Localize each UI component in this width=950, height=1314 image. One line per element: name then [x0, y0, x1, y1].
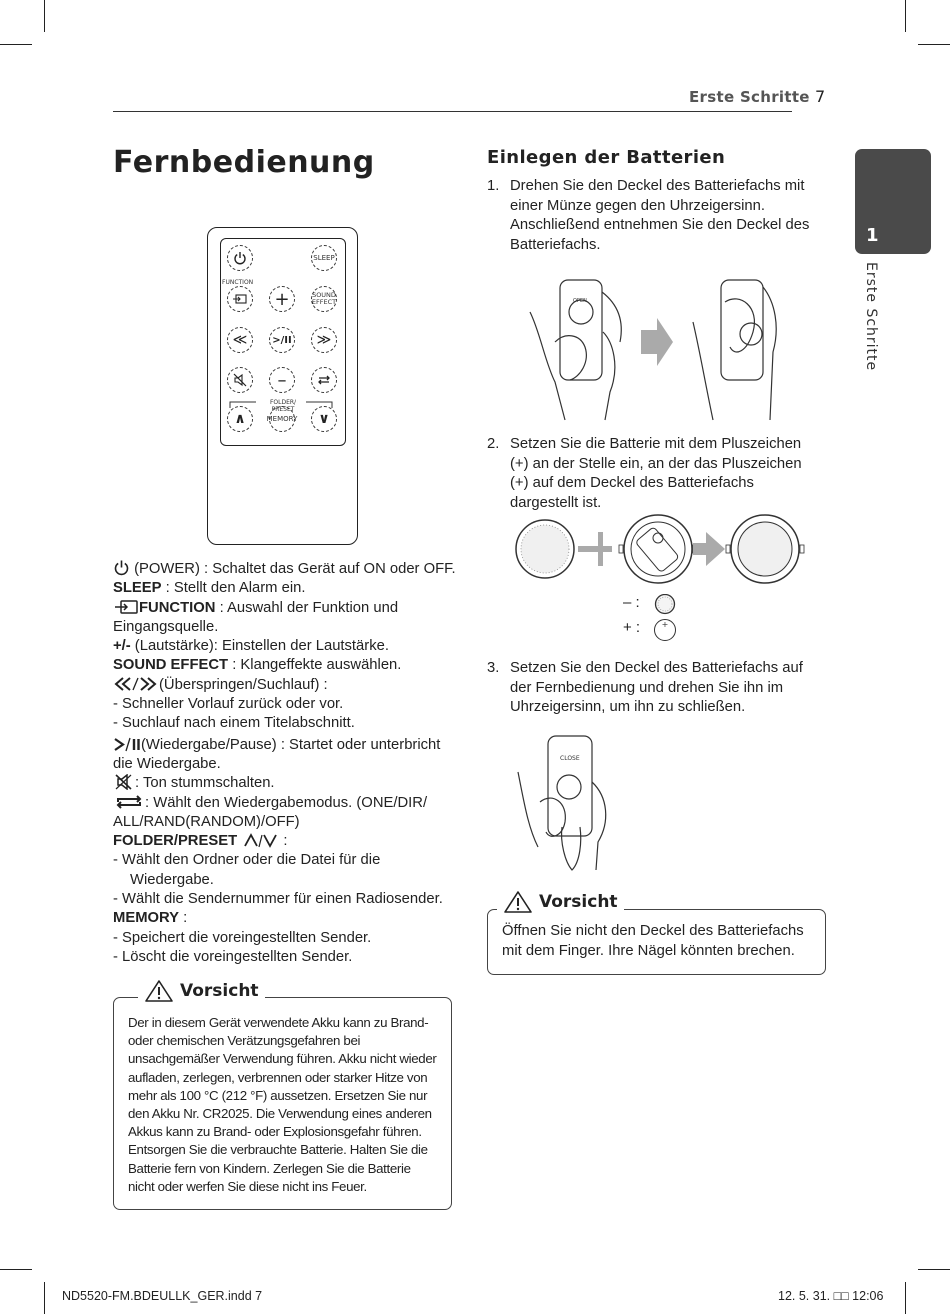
function-icon	[113, 599, 139, 615]
mute-item: : Ton stummschalten.	[113, 774, 458, 793]
page-title: Fernbedienung	[113, 145, 375, 180]
power-button-icon	[227, 245, 253, 271]
caution-text-left: Der in diesem Gerät verwendete Akku kann zu Brand- oder chemischen Verätzungsgefahren bei unsachgemäßer Verwendung führen. Akku nicht wieder aufladen, zerlegen, verbrennen oder starker Hitze von mehr als 100 °C (212 °F) aussetzen. Ersetzen Sie nur den Akku Nr. CR2025. Die Verwendung eines anderen Akkus kann zu Brand- oder Explosionsgefahr führen. Entsorgen Sie die verbrauchte Batterie. Halten Sie die Batterie fern von Kindern. Zerlegen Sie die Batterie nicht oder werfen Sie diese nicht ins Feuer.	[128, 1015, 437, 1194]
repeat-icon	[311, 367, 337, 393]
sleep-button: SLEEP	[311, 245, 337, 271]
section-title: Einlegen der Batterien	[487, 147, 726, 168]
skip-sub-1: - Schneller Vorlauf zurück oder vor.	[113, 696, 344, 713]
skip-item: (Überspringen/Suchlauf) :	[113, 676, 458, 695]
repeat-item: : Wählt den Wiedergabemodus. (ONE/DIR/ ALL/RAND(RANDOM)/OFF)	[113, 794, 428, 830]
legend-plus: + :	[623, 619, 641, 636]
crop-mark	[918, 1269, 950, 1270]
step-1: 1. Drehen Sie den Deckel des Batteriefachs mit einer Münze gegen den Uhrzeigersinn. Anschließend entnehmen Sie den Deckel des Batteriefachs.	[487, 178, 810, 253]
up-down-icon	[241, 833, 279, 848]
repeat-icon	[113, 794, 145, 810]
skip-forward-icon: ≫	[311, 327, 337, 353]
volume-item: +/- (Lautstärke): Einstellen der Lautstärke.	[113, 638, 389, 655]
open-cover-illustration	[525, 272, 795, 422]
skip-back-icon: ≪	[227, 327, 253, 353]
play-pause-icon: >/II	[269, 327, 295, 353]
footer-date: 12. 5. 31. □□ 12:06	[778, 1289, 884, 1303]
battery-plus-side-icon	[652, 618, 678, 642]
folder-sub-1: - Wählt den Ordner oder die Datei für die Wiedergabe.	[113, 852, 381, 888]
folder-preset-label: FOLDER/ PRESET	[269, 399, 297, 413]
crop-mark	[918, 44, 950, 45]
step-3: 3. Setzen Sie den Deckel des Batteriefachs auf der Fernbedienung und drehen Sie ihn im Uhrzeigersinn, um ihn zu schließen.	[487, 660, 803, 716]
skip-sub-2: - Suchlauf nach einem Titelabschnitt.	[113, 715, 355, 732]
sound-effect-button: SOUND EFFECT	[311, 286, 337, 312]
running-header: Erste Schritte	[689, 88, 810, 106]
page-number: 7	[815, 87, 826, 106]
crop-mark	[0, 44, 32, 45]
folder-sub-2: - Wählt die Sendernummer für einen Radiosender.	[113, 891, 443, 908]
folder-item: FOLDER/PRESET :	[113, 833, 288, 850]
step-2: 2. Setzen Sie die Batterie mit dem Pluszeichen (+) an der Stelle ein, an der das Pluszeichen (+) auf dem Deckel des Batteriefachs dargestellt ist.	[487, 436, 802, 511]
sound-effect-item: SOUND EFFECT : Klangeffekte auswählen.	[113, 657, 402, 674]
insert-battery-illustration	[510, 512, 810, 588]
footer-file: ND5520-FM.BDEULLK_GER.indd 7	[62, 1289, 263, 1303]
play-item: (Wiedergabe/Pause) : Startet oder unterbricht die Wiedergabe.	[113, 736, 441, 772]
preset-up-icon: ∧	[227, 406, 253, 432]
crop-mark	[44, 1282, 45, 1314]
play-pause-icon	[113, 737, 141, 752]
mute-icon	[227, 367, 253, 393]
volume-down-icon: –	[269, 367, 295, 393]
caution-title-left: Vorsicht	[138, 979, 265, 1003]
chapter-side-label: Erste Schritte	[863, 262, 879, 372]
header-rule	[113, 111, 792, 112]
preset-down-icon: ∨	[311, 406, 337, 432]
crop-mark	[905, 1282, 906, 1314]
chapter-number: 1	[866, 225, 879, 246]
function-label: FUNCTION	[222, 279, 254, 286]
volume-up-icon: +	[269, 286, 295, 312]
crop-mark	[44, 0, 45, 32]
memory-sub-2: - Löscht die voreingestellten Sender.	[113, 948, 353, 965]
crop-mark	[905, 0, 906, 32]
power-icon	[113, 559, 130, 576]
battery-minus-side-icon	[654, 594, 678, 616]
memory-item: MEMORY :	[113, 910, 188, 927]
legend-minus: – :	[623, 594, 640, 611]
remote-description-list	[113, 559, 458, 967]
function-button-icon	[227, 286, 253, 312]
sleep-item: SLEEP : Stellt den Alarm ein.	[113, 580, 306, 597]
memory-button: MEMORY	[269, 406, 295, 432]
caution-title-right: Vorsicht	[497, 890, 624, 914]
svg-text:OPEN: OPEN	[573, 298, 587, 304]
svg-text:CLOSE: CLOSE	[560, 755, 580, 762]
function-item: FUNCTION : Auswahl der Funktion und Eingangsquelle.	[113, 599, 399, 635]
caution-text-right: Öffnen Sie nicht den Deckel des Batteriefachs mit dem Finger. Ihre Nägel könnten brechen.	[502, 923, 804, 959]
power-item: (POWER) : Schaltet das Gerät auf ON oder OFF.	[113, 559, 458, 579]
memory-sub-1: - Speichert die voreingestellten Sender.	[113, 929, 372, 946]
svg-text:+: +	[661, 620, 669, 629]
warning-triangle-icon	[144, 979, 174, 1003]
skip-icons	[113, 676, 159, 692]
close-cover-illustration	[510, 732, 630, 872]
crop-mark	[0, 1269, 32, 1270]
mute-icon	[113, 774, 135, 790]
warning-triangle-icon	[503, 890, 533, 914]
